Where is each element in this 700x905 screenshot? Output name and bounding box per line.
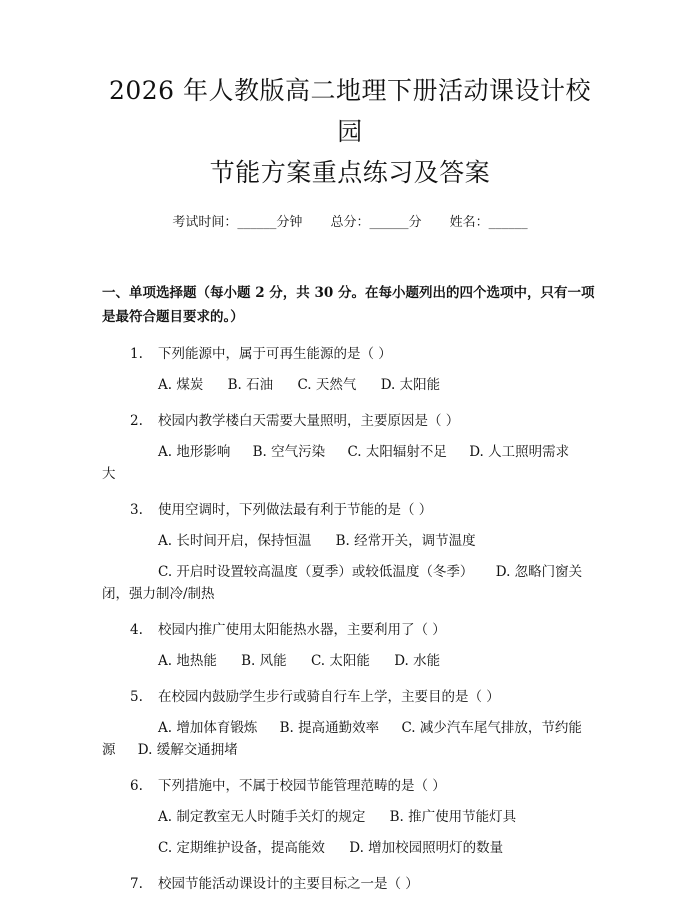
- question-1: [102, 343, 598, 396]
- option-d: D. 太阳能: [380, 377, 441, 393]
- question-number: 6.: [130, 778, 143, 794]
- question-text: 下列措施中，不属于校园节能管理范畴的是（ ）: [158, 778, 446, 794]
- option-list: [102, 806, 598, 828]
- option-c: C. 开启时设置较高温度（夏季）或较低温度（冬季）: [158, 564, 474, 580]
- option-a: A. 制定教室无人时随手关灯的规定: [158, 809, 366, 825]
- option-a: A. 增加体育锻炼: [158, 720, 258, 736]
- question-number: 4.: [130, 622, 143, 638]
- option-list: [102, 441, 598, 485]
- question-5: [102, 686, 598, 761]
- question-text: 校园内推广使用太阳能热水器，主要利用了（ ）: [158, 622, 446, 638]
- option-list: [102, 837, 598, 859]
- option-a: A. 长时间开启，保持恒温: [158, 533, 312, 549]
- question-stem: [102, 873, 598, 895]
- option-b: B. 推广使用节能灯具: [389, 809, 517, 825]
- question-number: 7.: [130, 876, 143, 892]
- option-b: B. 石油: [227, 377, 274, 393]
- question-text: 校园节能活动课设计的主要目标之一是（ ）: [158, 876, 419, 892]
- option-d: D. 人工照明需求大: [102, 444, 570, 482]
- exam-time: 考试时间：______分钟: [172, 215, 303, 230]
- question-text: 校园内教学楼白天需要大量照明，主要原因是（ ）: [158, 413, 460, 429]
- question-text: 使用空调时，下列做法最有利于节能的是（ ）: [158, 502, 433, 518]
- question-number: 5.: [130, 689, 143, 705]
- question-stem: [102, 775, 598, 797]
- question-stem: [102, 343, 598, 365]
- option-c: C. 太阳辐射不足: [347, 444, 447, 460]
- exam-meta: [102, 213, 598, 233]
- option-d: D. 忽略门窗关闭，强力制冷/制热: [102, 564, 583, 602]
- option-list: [102, 650, 598, 672]
- option-c: C. 天然气: [297, 377, 357, 393]
- question-number: 2.: [130, 413, 143, 429]
- student-name: 姓名：______: [449, 215, 528, 230]
- option-list: [102, 374, 598, 396]
- question-4: [102, 619, 598, 672]
- question-number: 3.: [130, 502, 143, 518]
- title-line-2: 节能方案重点练习及答案: [209, 158, 491, 187]
- question-2: [102, 410, 598, 485]
- option-d: D. 增加校园照明灯的数量: [349, 840, 504, 856]
- option-b: B. 风能: [241, 653, 287, 669]
- question-7: [102, 873, 598, 895]
- option-list: [102, 561, 598, 605]
- question-number: 1.: [130, 346, 143, 362]
- option-c: C. 太阳能: [310, 653, 370, 669]
- question-stem: [102, 686, 598, 708]
- option-c: C. 减少汽车尾气排放，节约能源: [102, 720, 582, 758]
- question-stem: [102, 410, 598, 432]
- question-text: 下列能源中，属于可再生能源的是（ ）: [158, 346, 392, 362]
- option-list: [102, 530, 598, 552]
- option-b: B. 空气污染: [252, 444, 326, 460]
- option-d: D. 水能: [394, 653, 441, 669]
- question-stem: [102, 619, 598, 641]
- section-heading: 一、单项选择题（每小题 2 分，共 30 分。在每小题列出的四个选项中，只有一项是最符合题目要求的。）: [102, 285, 595, 325]
- question-stem: [102, 499, 598, 521]
- option-d: D. 缓解交通拥堵: [137, 742, 238, 758]
- option-a: A. 地热能: [158, 653, 217, 669]
- option-b: B. 提高通勤效率: [279, 720, 380, 736]
- document-title: [102, 70, 598, 193]
- question-6: [102, 775, 598, 859]
- exam-score: 总分：______分: [330, 215, 422, 230]
- question-text: 在校园内鼓励学生步行或骑自行车上学，主要目的是（ ）: [158, 689, 500, 705]
- option-a: A. 煤炭: [158, 377, 204, 393]
- question-3: [102, 499, 598, 605]
- option-b: B. 经常开关，调节温度: [335, 533, 476, 549]
- title-line-1: 2026 年人教版高二地理下册活动课设计校园: [108, 76, 592, 146]
- option-c: C. 定期维护设备，提高能效: [158, 840, 325, 856]
- option-a: A. 地形影响: [158, 444, 231, 460]
- option-list: [102, 717, 598, 761]
